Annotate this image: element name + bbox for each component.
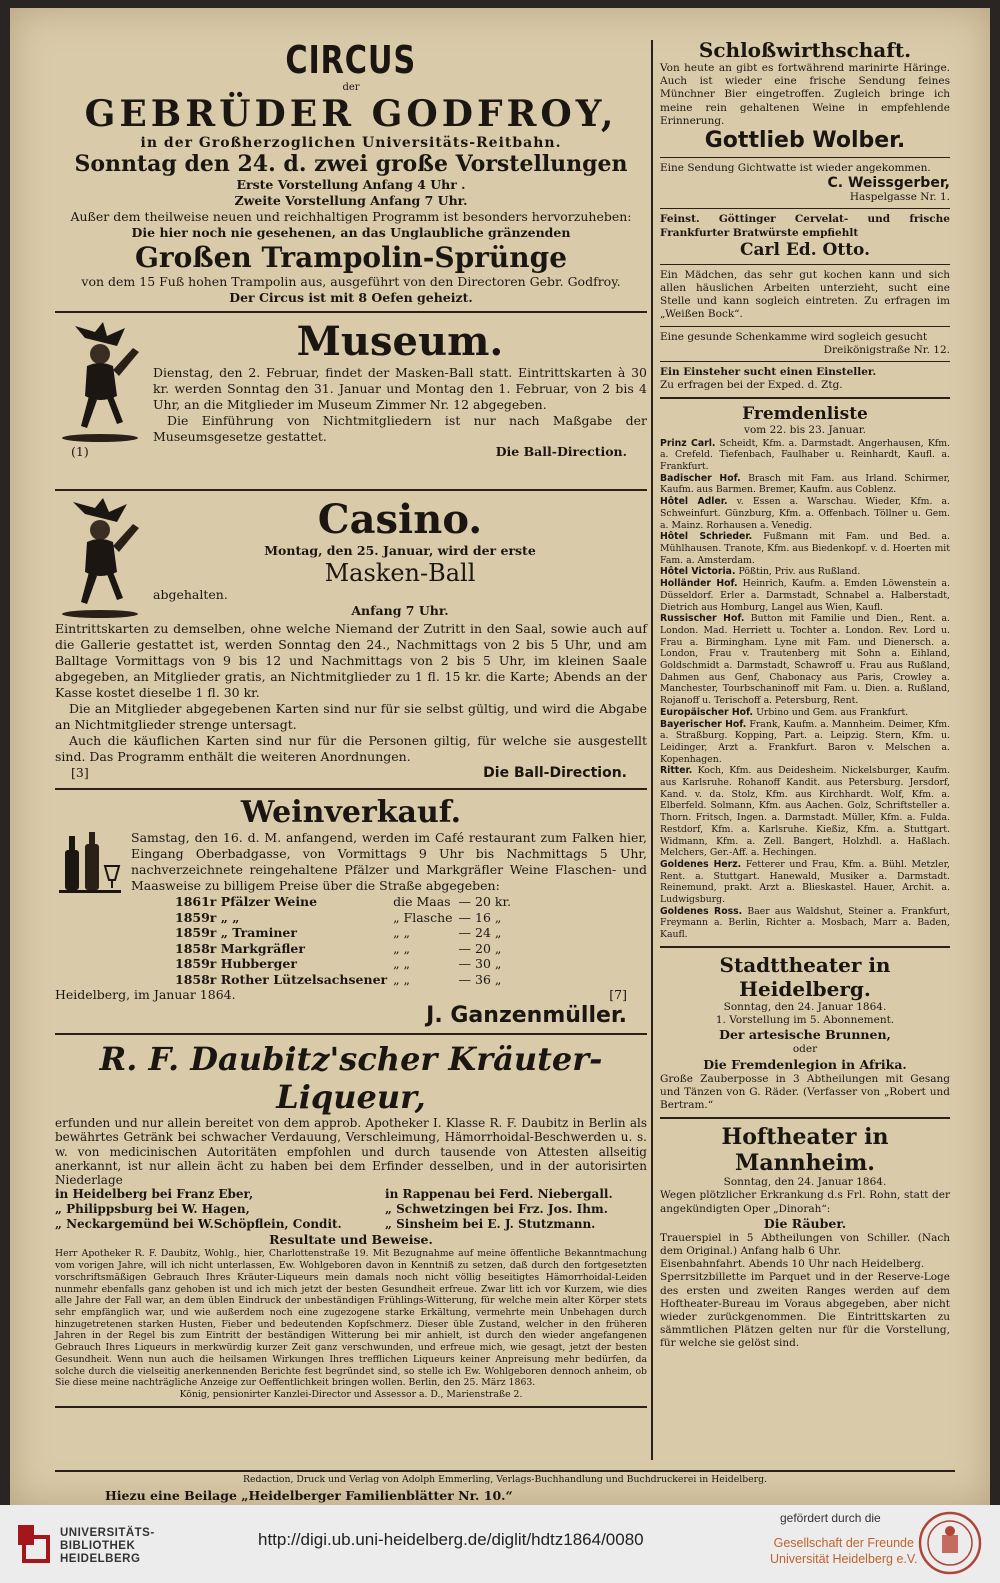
jester-illustration [55,318,145,448]
daubitz-ad [55,1040,647,1401]
depot-row [55,1187,647,1202]
circus-name: GEBRÜDER GODFROY, [84,93,618,135]
wine-row [175,894,517,910]
guest-list-entry [660,613,950,707]
wine-wine: 1858r Rother Lützelsachsener [175,971,388,987]
hotel-guests: Button mit Familie und Dien., Rent. a. London. Mad. Herriett u. Tochter a. London. Rev. Lord u. Frau a. Birmingham. Lyne mit Fam. und Dienersch. a. London, Frau v. Trautenberg mit Sohn a. Eihland, Goldschmidt a. Darmstadt, Schawroff u. Frau aus Rußland, Dahmen aus Genf, Chabonacy aus Paris, Crowley a. Manchester, Tourbschaninoff mit Fam. u. Dien. a. Rußland, Rojanoff u. Terischoff a. Petersburg, Rent. [660,613,950,707]
ub-line1: UNIVERSITÄTS- [60,1527,155,1539]
wine-price: — 24 „ [458,925,502,940]
casino-title: Casino. [317,496,483,543]
casino-text1: Eintrittskarten zu demselben, ohne welche Niemand der Zutritt in den Saal, sowie auch auf die Gallerie gestattet ist, werden Sonntag den 24., Nachmittags von 2 bis 5 Uhr, und am Balltage Vormittags von 9 bis 12 und Nachmittags von 2 bis 5 Uhr, im kleinen Saale abgegeben, an Mitglieder gratis, an Nichtmitglieder zu 1 fl. 15 kr. die Karte; Abends an der Kasse kostet dieselbe 1 fl. 30 kr. [55,621,647,700]
wine-number: [7] [609,987,627,1002]
divider [55,489,647,491]
guest-list-entry [660,707,950,719]
wine-title: Weinverkauf. [240,795,462,830]
einsteher-address: Zu erfragen bei der Exped. d. Ztg. [660,379,843,392]
gicht-text: Eine Sendung Gichtwatte ist wieder angekommen. [660,162,931,175]
casino-date: Montag, den 25. Januar, wird der erste [264,543,536,558]
gicht-address: Haspelgasse Nr. 1. [849,191,950,204]
casino-start: Anfang 7 Uhr. [351,603,449,618]
hotel-name: Europäischer Hof. [660,706,754,718]
hotel-guests: Fußmann mit Fam. und Bed. a. Mühlhausen. Tranote, Kfm. aus Biedenkopf. v. d. Hoerten mit Fam. a. Amsterdam. [660,531,950,566]
wine-unit: „ „ [393,925,411,940]
library-footer [0,1505,1000,1583]
beilage-note: Hiezu eine Beilage „Heidelberger Familienblätter Nr. 10.“ [105,1488,513,1503]
university-seal-icon [918,1511,982,1575]
ub-line2: BIBLIOTHEK [60,1540,136,1552]
wine-price: — 16 „ [458,909,502,925]
wine-row [175,956,517,972]
hotel-name: Goldenes Ross. [660,905,743,917]
wine-row [175,910,517,926]
museum-text1: Dienstag, den 2. Februar, findet der Masken-Ball statt. Eintrittskarten à 30 kr. werden Sonntag den 31. Januar und Montag den 1. Februar, von 2 bis 4 Uhr, an die Mitglieder im Museum Zimmer Nr. 12 abgegeben. [153,365,647,412]
wine-price-table [175,894,517,987]
guest-list-entry [660,496,950,531]
casino-held: abgehalten. [153,587,228,602]
wurst-signature: Carl Ed. Otto. [739,239,871,260]
schloss-title: Schloßwirthschaft. [698,38,912,62]
funded-by: gefördert durch die [780,1511,881,1525]
daubitz-intro: erfunden und nur allein bereitet von dem approb. Apotheker I. Klasse R. F. Daubitz in Berlin als bewährtes Getränk bei schwacher Verdauung, Verschleimung, Hämorrhoidal-Beschwerden u. s. w. von medicinischen Autoritäten empfohlen und durch tausende von Attesten allseitig anerkannt, ist nur allein ächt zu haben bei dem Erfinder desselben, und in der autorisirten Niederlage [55,1116,647,1188]
bottom-rule [55,1470,955,1472]
hoftheater-play: Die Räuber. [763,1215,847,1231]
hotel-guests: Frank, Kaufm. a. Mannheim. Deimer, Kfm. a. Straßburg. Kopping, Part. a. Leipzig. Stern, Kfm. u. Leidinger, Arzt a. Frankfurt. Baron v. Melschen a. Kopenhagen. [660,718,950,765]
depot-left: „ Neckargemünd bei W.Schöpflein, Condit. [55,1217,342,1232]
hotel-guests: Brasch mit Fam. aus Irland. Schirmer, Kaufm. aus Barmen. Bremer, Kaufm. aus Coblenz. [660,472,950,496]
society-line1: Gesellschaft der Freunde [773,1536,914,1550]
society-line2: Universität Heidelberg e.V. [770,1552,918,1566]
hoftheater-train: Eisenbahnfahrt. Abends 10 Uhr nach Heidelberg. [660,1258,925,1271]
circus-ad [55,38,647,306]
depot-right: „ Schwetzingen bei Frz. Jos. Ihm. [385,1202,608,1217]
casino-text3: Auch die käuflichen Karten sind nur für die Personen giltig, für welche sie ausgestellt sind. Das Programm enthält die weiteren Anordnungen. [55,733,647,764]
wine-price: — 30 „ [458,956,502,971]
circus-show1: Erste Vorstellung Anfang 4 Uhr . [236,177,466,192]
circus-trampolin: Großen Trampolin-Sprünge [134,241,568,274]
guest-list [660,438,950,941]
schloss-text: Von heute an gibt es fortwährend marinirte Häringe. Auch ist wieder eine frische Sendung feines Münchner Bier eingetroffen. Zugleich bringe ich meine rein gehaltenen Weine in empfehlende Erinnerung. [660,62,950,127]
wine-unit: „ „ [393,940,411,956]
circus-program: Außer dem theilweise neuen und reichhaltigen Programm ist besonders hervorzuheben: [70,209,632,224]
guest-list-entry [660,906,950,941]
hotel-guests: Pößtin, Priv. aus Rußland. [738,566,861,578]
casino-ball: Masken-Ball [324,559,476,587]
ub-logo-text [60,1527,155,1566]
source-url[interactable]: http://digi.ub.uni-heidelberg.de/diglit/hdtz1864/0080 [258,1530,644,1549]
museum-title: Museum. [296,318,504,365]
casino-number: [3] [71,765,89,780]
stadttheater-oder: oder [792,1043,818,1056]
daubitz-depots [55,1187,647,1232]
hotel-guests: v. Essen a. Warschau. Wieder, Kfm. a. Schweinfurt. Günzburg, Kfm. a. Offenbach. Töllner u. Gem. a. Mainz. Rorhausen a. Venedig. [660,496,950,531]
stadttheater-abo: 1. Vorstellung im 5. Abonnement. [715,1014,895,1027]
hotel-name: Ritter. [660,765,693,777]
guest-list-entry [660,473,950,496]
hotel-name: Badischer Hof. [660,472,741,484]
museum-signature: Die Ball-Direction. [495,444,627,459]
stadttheater-desc: Große Zauberposse in 3 Abtheilungen mit Gesang und Tänzen von G. Räder. (Verfasser von „Robert und Bertram.“ [660,1072,950,1111]
left-column [55,38,647,1413]
hotel-name: Holländer Hof. [660,578,738,590]
daubitz-results-heading: Resultate und Beweise. [269,1232,433,1248]
hoftheater-date: Sonntag, den 24. Januar 1864. [723,1176,887,1189]
stadttheater-play: Der artesische Brunnen, [719,1027,891,1043]
wine-text: Samstag, den 16. d. M. anfangend, werden im Café restaurant zum Falken hier, Eingang Oberbadgasse, von Vormittags 9 Uhr bis Nachmittags 5 Uhr, nachverzeichnete reingehaltene Pfälzer und Markgräfler Weine Flaschen- und Maasweise zu billigem Preise über die Straße abgegeben: [131,830,647,893]
depot-row [55,1217,647,1232]
hoftheater-text1: Wegen plötzlicher Erkrankung d.s Frl. Rohn, statt der angekündigten Oper „Dinorah“: [660,1189,950,1215]
divider [55,788,647,790]
column-divider [651,40,653,1460]
circus-der: der [342,82,360,93]
hotel-guests: Koch, Kfm. aus Deidesheim. Nickelsburger, Kaufm. aus Karlsruhe. Rohanoff Kandit. aus Petersburg. Jersdorf, Kand. v. da. Stolz, Kfm. aus Kirchhardt. Wolf, Kfm. a. Elberfeld. Solmann, Kfm. aus Aachen. Golz, Schriftsteller a. Thorn. Fritsch, Ingen. a. Darmstadt. Müller, Kfm. a. Fulda. Restdorf, Kfm. a. Karlsruhe. Kießiz, Kfm. a. Stuttgart. Widmann, Kfm. a. Zell. Bangert, Holzhdl. a. Haßlach. Melchers, Ger.-Aff. a. Hechingen. [660,765,950,859]
gicht-signature: C. Weissgerber, [827,175,950,192]
wine-row [175,972,517,988]
hoftheater-text2: Trauerspiel in 5 Abtheilungen von Schiller. (Nach dem Original.) Anfang halb 6 Uhr. [660,1231,950,1257]
depot-right: in Rappenau bei Ferd. Niebergall. [385,1187,613,1202]
museum-text2: Die Einführung von Nichtmitgliedern ist nur nach Maßgabe der Museumsgesetze gestattet. [153,413,647,444]
wine-wine: 1861r Pfälzer Weine [175,894,318,909]
wine-row [175,941,517,957]
imprint: Redaction, Druck und Verlag von Adolph Emmerling, Verlags-Buchhandlung und Buchdruckerei in Heidelberg. [242,1474,768,1485]
maedchen-ad: Ein Mädchen, das sehr gut kochen kann und sich allen häuslichen Arbeiten unterzieht, sucht eine Stelle und kann sogleich eintreten. Zu erfragen im „Weißen Bock“. [660,268,950,321]
fremden-title: Fremdenliste [742,404,868,425]
hotel-name: Hôtel Schrieder. [660,531,753,543]
jester-illustration [55,496,145,621]
wine-wine: 1859r „ Traminer [175,925,297,940]
hotel-name: Bayerischer Hof. [660,718,747,730]
wine-unit: „ „ [393,956,411,971]
wine-unit: „ „ [393,971,411,987]
hotel-name: Russischer Hof. [660,613,745,625]
wine-price: — 20 kr. [458,894,512,909]
guest-list-entry [660,438,950,473]
hoftheater-title: Hoftheater in Mannheim. [721,1124,889,1177]
stadttheater-date: Sonntag, den 24. Januar 1864. [723,1000,887,1013]
fremden-date: vom 22. bis 23. Januar. [744,424,866,437]
museum-number: (1) [71,444,89,459]
depot-left: in Heidelberg bei Franz Eber, [55,1187,254,1202]
wine-row [175,925,517,941]
wine-unit: „ Flasche [393,909,453,925]
casino-signature: Die Ball-Direction. [483,765,627,781]
hotel-guests: Fetterer und Frau, Kfm. a. Bühl. Metzler, Rent. a. Stuttgart. Hanewald, Musiker a. Darmstadt. Reinemund, prakt. Arzt a. Blieskastel. Hauer, Archit. a. Ludwigsburg. [660,858,950,906]
wine-wine: 1859r „ „ [175,909,240,925]
hoftheater-sperrsitz: Sperrsitzbillette im Parquet und in der Reserve-Loge des ersten und zweiten Ranges werden auf dem Hoftheater-Bureau im Voraus abgegeben, aber nicht wieder zurückgenommen. Die Eintrittskarten zu sämmtlichen Plätzen gelten nur für die Vorstellung, für welche sie gelöst sind. [660,1271,950,1350]
guest-list-entry [660,531,950,566]
daubitz-testimonial: Herr Apotheker R. F. Daubitz, Wohlg., hier, Charlottenstraße 19. Mit Bezugnahme auf meine öffentliche Bekanntmachung vom vorigen Jahre, will ich nicht unterlassen, Ew. Wohlgeboren davon in Kenntniß zu setzen, daß durch den fortgesetzten vorschriftsmäßigen Gebrauch Ihres Kräuter-Liqueurs mein damals noch nicht völlig beseitigtes Hämorrhoidal-Leiden nunmehr ebenfalls ganz gehoben ist und ich mich jetzt der besten Gesundheit erfreue. Zwar litt ich vor Kurzem, wie dies alle Jahre der Fall war, an dem üblen Eindruck der unbeständigen Frühlings-Witterung, für welche mein alter Körper stets sehr empfänglich war, und wie außerdem noch eine zugezogene starke Erkältung, vermehrte mein Unbehagen durch hinzugetretenen starken Husten, Fieber und bedeutenden Kopfschmerz. Dieser üble Zustand, welcher in den früheren Jahren in der Regel bis zum Eintritt der beständigen Witterung bei mir anhielt, ist durch den wieder angefangenen Gebrauch Ihres Liqueurs in merkwürdig kurzer Zeit ganz verschwunden, und erfreue mich, wie gesagt, jetzt der besten Gesundheit. Wenn nun auch die heilsamen Wirkungen Ihres trefflichen Liqueurs keiner Anpreisung mehr bedürfen, da solche durch die vielseitig anerkennenden Berichte fest begründet sind, so stelle ich Ew. Wohlgeboren dennoch anheim, ob Sie diese meine nachträgliche Anzeige zur Oeffentlichkeit bringen wollen. Berlin, den 25. März 1863. [55,1248,647,1389]
ub-logo-icon [14,1519,52,1565]
hotel-guests: Urbino und Gem. aus Frankfurt. [756,706,909,718]
circus-show2: Zweite Vorstellung Anfang 7 Uhr. [234,193,468,208]
hotel-name: Goldenes Herz. [660,858,742,870]
right-column [660,38,950,1351]
circus-title: CIRCUS [285,38,417,82]
hotel-guests: Baer aus Waldshut, Steiner a. Frankfurt, Freymann a. Berlin, Richter a. Mosbach, Marr a. Baden, Kaufl. [660,905,950,941]
circus-heated: Der Circus ist mit 8 Oefen geheizt. [229,290,473,305]
hotel-guests: Heinrich, Kaufm. a. Emden Löwenstein a. Düsseldorf. Erler a. Darmstadt, Schnabel a. Halberstadt, Dietrich aus Homburg, Langel aus Wien, Kaufl. [660,578,950,613]
guest-list-entry [660,578,950,613]
daubitz-signer: König, pensionirter Kanzlei-Director und Assessor a. D., Marienstraße 2. [179,1388,523,1400]
stadttheater-subtitle: Die Fremdenlegion in Afrika. [703,1056,907,1072]
circus-highlight: Die hier noch nie gesehenen, an das Unglaubliche gränzenden [131,225,571,240]
wine-price: — 20 „ [458,940,502,956]
ub-line3: HEIDELBERG [60,1553,141,1565]
depot-row [55,1202,647,1217]
guest-list-entry [660,765,950,859]
newspaper-page [10,8,990,1505]
depot-left: „ Philippsburg bei W. Hagen, [55,1202,250,1217]
society-name [770,1535,918,1567]
wine-signature: J. Ganzenmüller. [426,1003,627,1028]
hotel-name: Hôtel Victoria. [660,566,736,578]
einsteher-ad: Ein Einsteher sucht einen Einsteller. [660,366,877,379]
wine-ad [55,795,647,1028]
guest-list-entry [660,566,950,578]
wine-bottles-illustration [55,830,125,895]
wine-price: — 36 „ [458,971,502,987]
divider [55,1033,647,1035]
schloss-signature: Gottlieb Wolber. [704,128,906,154]
divider [55,1406,647,1408]
depot-right: „ Sinsheim bei E. J. Stutzmann. [385,1217,596,1232]
hotel-name: Hôtel Adler. [660,496,728,508]
wine-unit: die Maas [393,894,451,909]
wine-wine: 1858r Markgräfler [175,940,305,956]
casino-ad [55,496,647,783]
wurst-text: Feinst. Göttinger Cervelat- und frische Frankfurter Bratwürste empfiehlt [660,213,950,239]
guest-list-entry [660,719,950,766]
circus-height: von dem 15 Fuß hohen Trampolin aus, ausgeführt von den Directoren Gebr. Godfroy. [81,274,621,289]
schenkamme-address: Dreikönigstraße Nr. 12. [823,343,950,356]
wine-place-date: Heidelberg, im Januar 1864. [55,987,236,1002]
museum-ad [55,318,647,484]
circus-date: Sonntag den 24. d. zwei große Vorstellungen [74,151,628,177]
casino-text2: Die an Mitglieder abgegebenen Karten sind nur für sie selbst gültig, und wird die Abgabe an Nichtmitglieder strenge untersagt. [55,701,647,732]
divider [55,311,647,313]
hotel-name: Prinz Carl. [660,437,716,449]
stadttheater-title: Stadttheater in Heidelberg. [719,952,891,1001]
daubitz-title: R. F. Daubitz'scher Kräuter-Liqueur, [99,1040,603,1116]
circus-location: in der Großherzoglichen Universitäts-Reitbahn. [140,135,562,151]
guest-list-entry [660,859,950,906]
hotel-guests: Scheidt, Kfm. a. Darmstadt. Angerhausen, Kfm. a. Crefeld. Tiefenbach, Faulhaber u. Reinhardt, Kaufl. a. Frankfurt. [660,437,950,473]
wine-wine: 1859r Hubberger [175,956,297,971]
schenkamme-ad: Eine gesunde Schenkamme wird sogleich gesucht [660,330,928,343]
